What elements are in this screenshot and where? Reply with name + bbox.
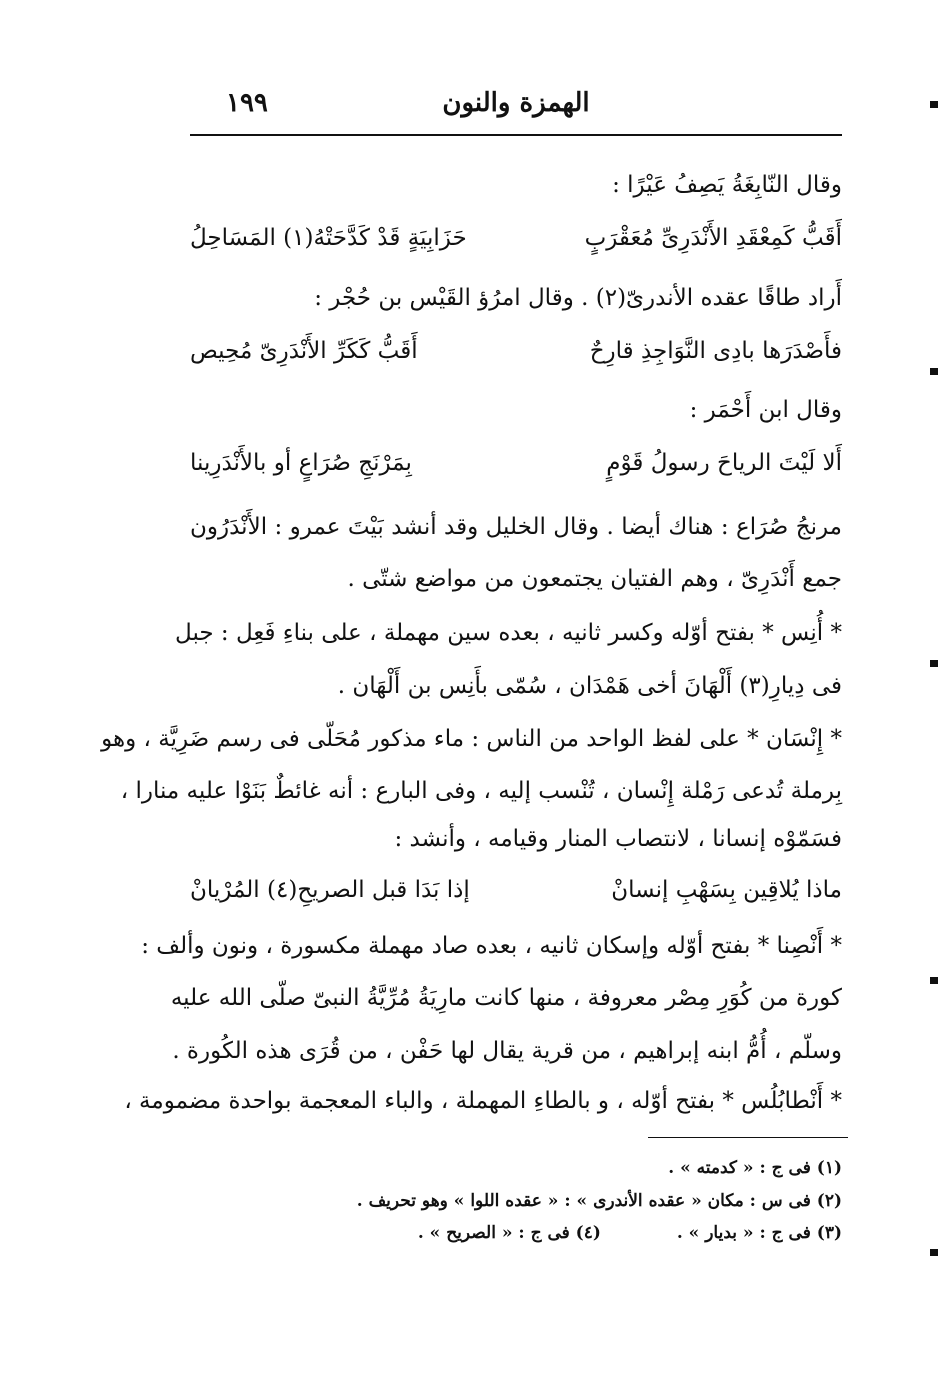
text-line: * أُنِس * بفتح أوّله وكسر ثانيه ، بعده سين مهملة ، على بناءِ فَعِل : جبل bbox=[175, 620, 842, 646]
text-line: * إِنْسَان * على لفظ الواحد من الناس : ماء مذكور مُحَلّى فى رسم ضَرِيَّة ، وهو bbox=[101, 726, 842, 752]
scan-edge-mark bbox=[930, 1249, 938, 1256]
verse-second-hemistich: إذا بَدَا قبل الصريحِ(٤) المُرْيانْ bbox=[190, 877, 470, 903]
scan-edge-mark bbox=[930, 101, 938, 108]
verse-first-hemistich: فأَصْدَرَها بادِى النَّوَاجِذِ قارِحٌ bbox=[589, 338, 842, 364]
header-rule bbox=[190, 134, 842, 136]
verse-first-hemistich: ماذا يُلاقِين بِسَهْبِ إنسانْ bbox=[611, 877, 842, 903]
footnote-rule bbox=[648, 1137, 848, 1138]
verse-first-hemistich: أَقَبُّ كَمِعْقَدِ الأَنْدَرِىِّ مُعَقْرَبٍ bbox=[584, 225, 842, 251]
text-line: * أَنْطابُلُس * بفتح أوّله ، و بالطاءِ المهملة ، والباء المعجمة بواحدة مضمومة ، bbox=[124, 1088, 842, 1114]
text-line: جمع أَنْدَرِىّ ، وهم الفتيان يجتمعون من مواضع شتّى . bbox=[347, 566, 842, 592]
text-line: فسَمّوْه إنسانا ، لانتصاب المنار وقيامه ، وأنشد : bbox=[394, 826, 842, 852]
text-line: وسلّم ، أُمُّ ابنه إبراهيم ، من قرية يقال لها حَفْن ، من قُرَى هذه الكُورة . bbox=[172, 1038, 842, 1064]
footnote: (٣) فى ج : « بديار » . bbox=[676, 1223, 842, 1243]
text-line: مرنجُ صُرَاع : هناك أيضا . وقال الخليل وقد أنشد بَيْتَ عمرو : الأَنْدَرُون bbox=[190, 514, 842, 540]
scan-edge-mark bbox=[930, 660, 938, 667]
text-line: كورة من كُوَرِ مِصْر معروفة ، منها كانت مارِيَةُ مُرِّيَّةُ النبىّ صلّى الله عليه bbox=[170, 985, 842, 1011]
scan-edge-mark bbox=[930, 977, 938, 984]
scan-edge-mark bbox=[930, 368, 938, 375]
footnote: (١) فى ج : « كدمته » . bbox=[668, 1158, 842, 1178]
footnote: (٢) فى س : مكان « عقده الأندرى » : « عقده اللوا » وهو تحريف . bbox=[356, 1191, 842, 1211]
verse-first-hemistich: أَلا لَيْتَ الرياحَ رسولُ قَوْمٍ bbox=[606, 450, 842, 476]
text-line: وقال النّابِغَةُ يَصِفُ عَيْرًا : bbox=[612, 172, 842, 198]
footnote: (٤) فى ج : « الصريح » . bbox=[417, 1223, 601, 1243]
page-title: الهمزة والنون bbox=[442, 88, 590, 118]
text-line: فى دِيارِ(٣) أَلْهَانَ أخى هَمْدَان ، سُمّى بأَنِس بن أَلْهَان . bbox=[337, 673, 842, 699]
text-line: وقال ابن أَحْمَر : bbox=[689, 397, 842, 423]
text-line: * أَنْصِنا * بفتح أوّله وإسكان ثانيه ، بعده صاد مهملة مكسورة ، ونون وألف : bbox=[141, 933, 842, 959]
verse-second-hemistich: بِمَرْنَجِ صُرَاعٍ أو بالأَنْدَرِينا bbox=[190, 450, 412, 476]
verse-second-hemistich: حَزَابِيَةٍ قَدْ كَدَّحَتْهُ(١) المَسَاحِلُ bbox=[190, 225, 467, 251]
page-number: ١٩٩ bbox=[226, 88, 268, 118]
text-line: أَراد طاقًا عقده الأندرىّ(٢) . وقال امرُؤ القَيْس بن حُجْر : bbox=[314, 285, 842, 311]
text-line: بِرملة تُدعى رَمْلة إِنْسان ، تُنْسب إليه ، وفى البارع : أنه غائطٌ بَنَوْا عليه منارا ، bbox=[120, 778, 842, 804]
verse-second-hemistich: أَقَبُّ كَكَرِّ الأَنْدَرِىّ مُحِيص bbox=[190, 338, 418, 364]
running-header bbox=[190, 88, 842, 128]
footnote-row bbox=[260, 1223, 842, 1243]
